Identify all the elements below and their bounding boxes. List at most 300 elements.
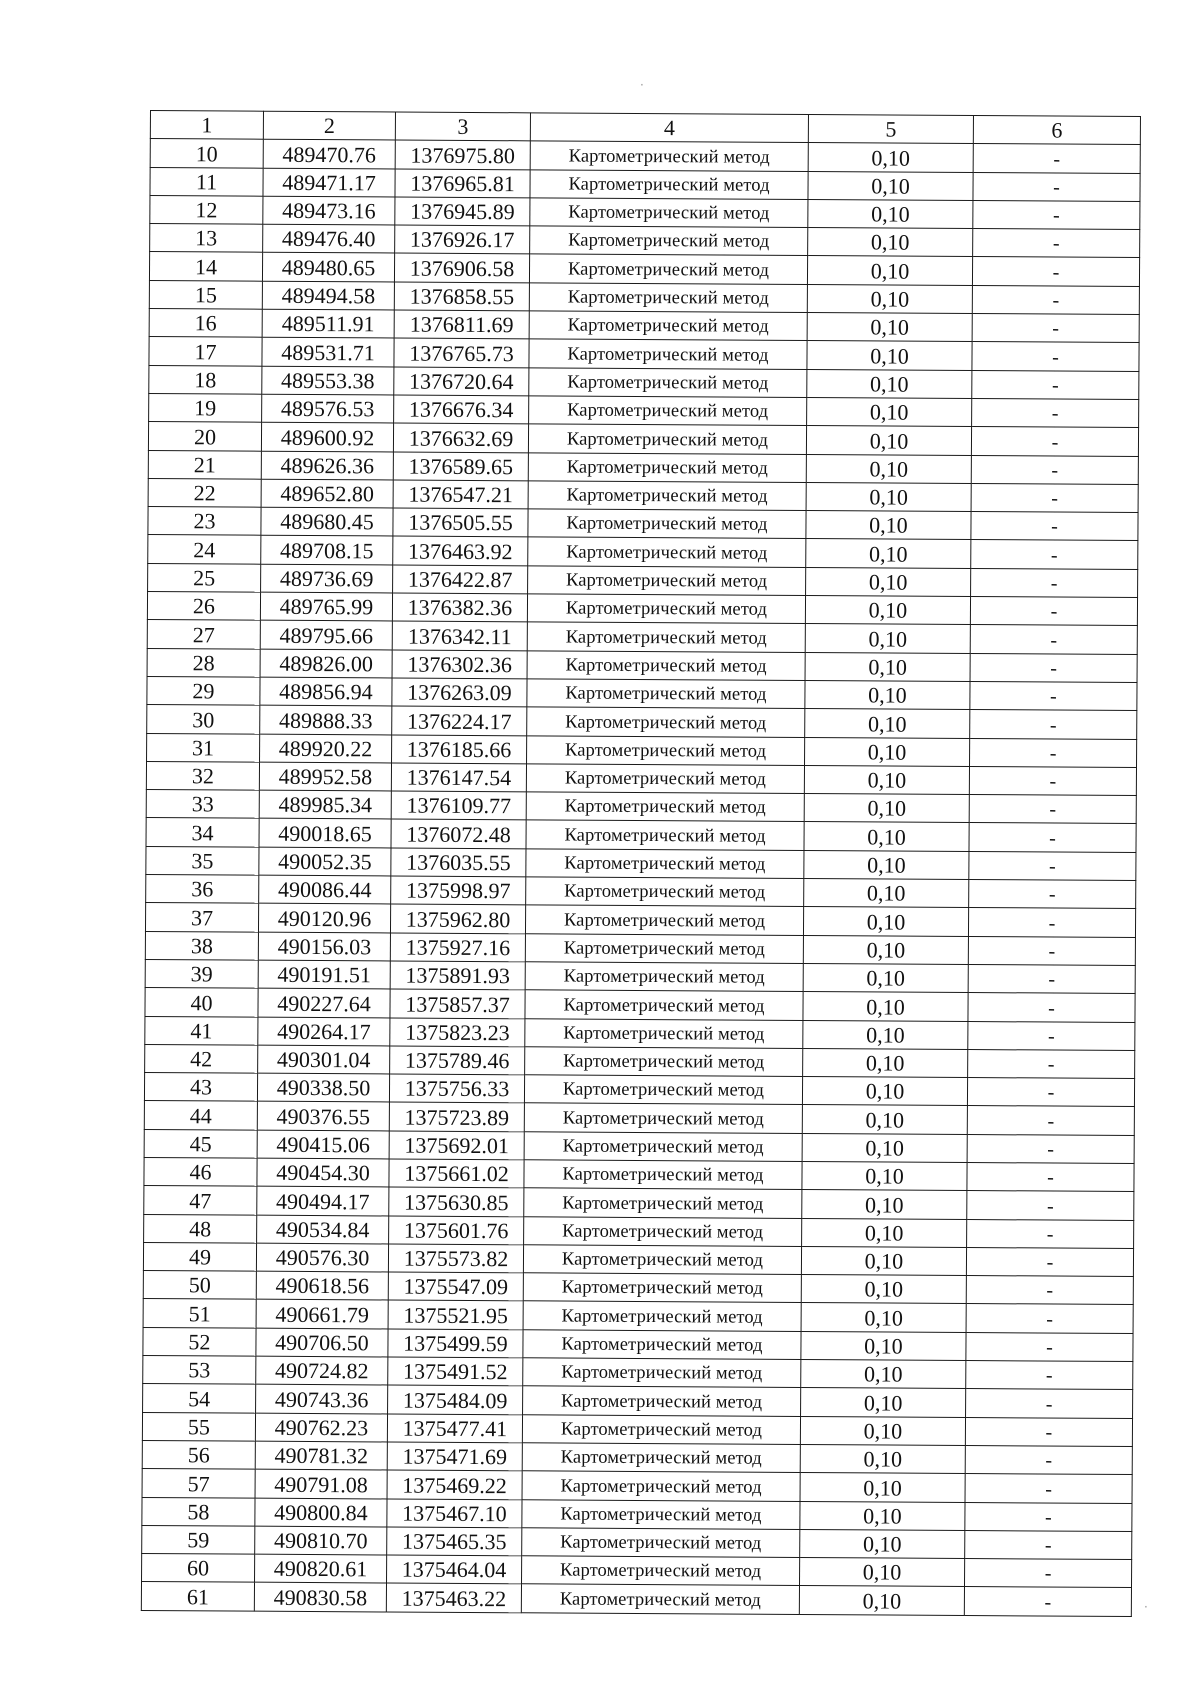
note-cell: - [967, 1106, 1134, 1135]
note-cell: - [971, 512, 1138, 541]
accuracy-cell: 0,10 [805, 624, 970, 653]
y-coordinate-cell: 1375465.35 [387, 1527, 522, 1556]
x-coordinate-cell: 490052.35 [259, 847, 391, 876]
x-coordinate-cell: 489888.33 [260, 705, 392, 734]
x-coordinate-cell: 490576.30 [256, 1243, 388, 1272]
point-number-cell: 55 [142, 1412, 255, 1441]
accuracy-cell: 0,10 [804, 879, 969, 908]
point-number-cell: 48 [144, 1214, 257, 1243]
accuracy-cell: 0,10 [801, 1303, 966, 1332]
method-cell: Картометрический метод [527, 650, 805, 680]
note-cell: - [965, 1417, 1132, 1446]
y-coordinate-cell: 1375499.59 [388, 1329, 523, 1358]
accuracy-cell: 0,10 [805, 737, 970, 766]
method-cell: Картометрический метод [529, 311, 807, 341]
y-coordinate-cell: 1375467.10 [387, 1499, 522, 1528]
point-number-cell: 24 [148, 535, 261, 564]
method-cell: Картометрический метод [526, 792, 804, 822]
method-cell: Картометрический метод [524, 1160, 802, 1190]
method-cell: Картометрический метод [526, 849, 804, 879]
x-coordinate-cell: 490661.79 [256, 1300, 388, 1329]
accuracy-cell: 0,10 [807, 284, 972, 313]
method-cell: Картометрический метод [521, 1584, 799, 1614]
note-cell: - [971, 540, 1138, 569]
x-coordinate-cell: 489531.71 [262, 338, 394, 367]
accuracy-cell: 0,10 [803, 935, 968, 964]
accuracy-cell: 0,10 [803, 1020, 968, 1049]
accuracy-cell: 0,10 [806, 482, 971, 511]
accuracy-cell: 0,10 [805, 596, 970, 625]
note-cell: - [965, 1530, 1132, 1559]
y-coordinate-cell: 1375601.76 [389, 1216, 524, 1245]
accuracy-cell: 0,10 [806, 454, 971, 483]
point-number-cell: 46 [144, 1157, 257, 1186]
note-cell: - [972, 314, 1139, 343]
method-cell: Картометрический метод [524, 1216, 802, 1246]
x-coordinate-cell: 490338.50 [257, 1073, 389, 1102]
accuracy-cell: 0,10 [805, 709, 970, 738]
point-number-cell: 15 [149, 280, 262, 309]
y-coordinate-cell: 1375857.37 [390, 989, 525, 1018]
point-number-cell: 34 [146, 818, 259, 847]
x-coordinate-cell: 489471.17 [263, 168, 395, 197]
point-number-cell: 14 [149, 252, 262, 281]
y-coordinate-cell: 1376263.09 [392, 678, 527, 707]
accuracy-cell: 0,10 [801, 1246, 966, 1275]
note-cell: - [966, 1361, 1133, 1390]
method-cell: Картометрический метод [529, 339, 807, 369]
method-cell: Картометрический метод [523, 1330, 801, 1360]
method-cell: Картометрический метод [525, 905, 803, 935]
x-coordinate-cell: 490264.17 [258, 1017, 390, 1046]
x-coordinate-cell: 490454.30 [257, 1158, 389, 1187]
accuracy-cell: 0,10 [801, 1360, 966, 1389]
accuracy-cell: 0,10 [804, 850, 969, 879]
x-coordinate-cell: 489511.91 [262, 309, 394, 338]
y-coordinate-cell: 1375547.09 [388, 1272, 523, 1301]
accuracy-cell: 0,10 [806, 539, 971, 568]
method-cell: Картометрический метод [529, 254, 807, 284]
note-cell: - [967, 1191, 1134, 1220]
point-number-cell: 59 [142, 1525, 255, 1554]
accuracy-cell: 0,10 [802, 1077, 967, 1106]
x-coordinate-cell: 490781.32 [255, 1441, 387, 1470]
point-number-cell: 16 [149, 309, 262, 338]
method-cell: Картометрический метод [530, 198, 808, 228]
y-coordinate-cell: 1376422.87 [393, 565, 528, 594]
note-cell: - [970, 653, 1137, 682]
point-number-cell: 32 [146, 761, 259, 790]
y-coordinate-cell: 1376632.69 [393, 423, 528, 452]
accuracy-cell: 0,10 [805, 680, 970, 709]
method-cell: Картометрический метод [527, 679, 805, 709]
y-coordinate-cell: 1376945.89 [395, 197, 530, 226]
y-coordinate-cell: 1375789.46 [390, 1046, 525, 1075]
point-number-cell: 42 [145, 1044, 258, 1073]
method-cell: Картометрический метод [523, 1358, 801, 1388]
x-coordinate-cell: 489553.38 [262, 366, 394, 395]
y-coordinate-cell: 1376676.34 [394, 395, 529, 424]
x-coordinate-cell: 490820.61 [255, 1554, 387, 1583]
note-cell: - [973, 144, 1140, 173]
point-number-cell: 33 [146, 790, 259, 819]
y-coordinate-cell: 1375573.82 [388, 1244, 523, 1273]
point-number-cell: 52 [143, 1327, 256, 1356]
x-coordinate-cell: 490618.56 [256, 1271, 388, 1300]
note-cell: - [971, 455, 1138, 484]
note-cell: - [972, 342, 1139, 371]
x-coordinate-cell: 490743.36 [256, 1385, 388, 1414]
method-cell: Картометрический метод [523, 1301, 801, 1331]
method-cell: Картометрический метод [529, 283, 807, 313]
x-coordinate-cell: 489826.00 [260, 649, 392, 678]
x-coordinate-cell: 489473.16 [263, 196, 395, 225]
accuracy-cell: 0,10 [802, 1190, 967, 1219]
y-coordinate-cell: 1376072.48 [391, 819, 526, 848]
note-cell: - [969, 823, 1136, 852]
y-coordinate-cell: 1376185.66 [392, 735, 527, 764]
x-coordinate-cell: 490086.44 [259, 875, 391, 904]
point-number-cell: 54 [143, 1384, 256, 1413]
method-cell: Картометрический метод [529, 396, 807, 426]
y-coordinate-cell: 1375477.41 [387, 1414, 522, 1443]
y-coordinate-cell: 1375823.23 [390, 1017, 525, 1046]
accuracy-cell: 0,10 [801, 1388, 966, 1417]
x-coordinate-cell: 489576.53 [262, 394, 394, 423]
accuracy-cell: 0,10 [804, 822, 969, 851]
note-cell: - [966, 1389, 1133, 1418]
y-coordinate-cell: 1375692.01 [389, 1131, 524, 1160]
note-cell: - [968, 993, 1135, 1022]
point-number-cell: 53 [143, 1356, 256, 1385]
note-cell: - [964, 1587, 1131, 1616]
y-coordinate-cell: 1375463.22 [386, 1583, 521, 1612]
y-coordinate-cell: 1375962.80 [390, 904, 525, 933]
method-cell: Картометрический метод [526, 764, 804, 794]
note-cell: - [970, 681, 1137, 710]
x-coordinate-cell: 489476.40 [263, 224, 395, 253]
method-cell: Картометрический метод [523, 1245, 801, 1275]
point-number-cell: 20 [148, 422, 261, 451]
method-cell: Картометрический метод [525, 1018, 803, 1048]
note-cell: - [966, 1276, 1133, 1305]
x-coordinate-cell: 489600.92 [261, 422, 393, 451]
x-coordinate-cell: 489795.66 [260, 621, 392, 650]
method-cell: Картометрический метод [523, 1386, 801, 1416]
note-cell: - [969, 795, 1136, 824]
accuracy-cell: 0,10 [802, 1105, 967, 1134]
y-coordinate-cell: 1375464.04 [387, 1555, 522, 1584]
accuracy-cell: 0,10 [803, 963, 968, 992]
scan-mark-top: · [640, 78, 644, 92]
point-number-cell: 30 [147, 705, 260, 734]
table-row [141, 1582, 1131, 1616]
accuracy-cell: 0,10 [800, 1444, 965, 1473]
point-number-cell: 17 [149, 337, 262, 366]
note-cell: - [968, 908, 1135, 937]
y-coordinate-cell: 1376975.80 [395, 140, 530, 169]
x-coordinate-cell: 489952.58 [259, 762, 391, 791]
method-cell: Картометрический метод [524, 1188, 802, 1218]
x-coordinate-cell: 489680.45 [261, 507, 393, 536]
method-cell: Картометрический метод [529, 367, 807, 397]
point-number-cell: 57 [142, 1469, 255, 1498]
accuracy-cell: 0,10 [803, 992, 968, 1021]
x-coordinate-cell: 490724.82 [256, 1356, 388, 1385]
y-coordinate-cell: 1376035.55 [391, 848, 526, 877]
accuracy-cell: 0,10 [806, 511, 971, 540]
method-cell: Картометрический метод [522, 1528, 800, 1558]
accuracy-cell: 0,10 [807, 313, 972, 342]
point-number-cell: 58 [142, 1497, 255, 1526]
point-number-cell: 35 [146, 846, 259, 875]
note-cell: - [973, 172, 1140, 201]
x-coordinate-cell: 490534.84 [257, 1215, 389, 1244]
accuracy-cell: 0,10 [808, 228, 973, 257]
point-number-cell: 40 [145, 988, 258, 1017]
accuracy-cell: 0,10 [803, 907, 968, 936]
x-coordinate-cell: 490227.64 [258, 988, 390, 1017]
y-coordinate-cell: 1376811.69 [394, 310, 529, 339]
point-number-cell: 31 [147, 733, 260, 762]
point-number-cell: 60 [142, 1554, 255, 1583]
method-cell: Картометрический метод [525, 990, 803, 1020]
accuracy-cell: 0,10 [808, 143, 973, 172]
point-number-cell: 25 [148, 563, 261, 592]
x-coordinate-cell: 489856.94 [260, 677, 392, 706]
point-number-cell: 13 [150, 224, 263, 253]
coordinates-table-frame [141, 110, 1140, 1617]
y-coordinate-cell: 1376926.17 [395, 225, 530, 254]
method-cell: Картометрический метод [527, 735, 805, 765]
y-coordinate-cell: 1376547.21 [393, 480, 528, 509]
accuracy-cell: 0,10 [806, 567, 971, 596]
x-coordinate-cell: 490791.08 [255, 1469, 387, 1498]
point-number-cell: 44 [144, 1101, 257, 1130]
accuracy-cell: 0,10 [807, 369, 972, 398]
note-cell: - [972, 285, 1139, 314]
y-coordinate-cell: 1375491.52 [388, 1357, 523, 1386]
method-cell: Картометрический метод [530, 141, 808, 171]
method-cell: Картометрический метод [522, 1414, 800, 1444]
note-cell: - [967, 1078, 1134, 1107]
note-cell: - [968, 964, 1135, 993]
column-header: 4 [530, 113, 808, 143]
x-coordinate-cell: 490830.58 [254, 1583, 386, 1612]
method-cell: Картометрический метод [530, 169, 808, 199]
x-coordinate-cell: 490494.17 [257, 1186, 389, 1215]
accuracy-cell: 0,10 [801, 1331, 966, 1360]
accuracy-cell: 0,10 [800, 1473, 965, 1502]
x-coordinate-cell: 490415.06 [257, 1130, 389, 1159]
y-coordinate-cell: 1375469.22 [387, 1470, 522, 1499]
note-cell: - [966, 1304, 1133, 1333]
column-header: 6 [973, 116, 1140, 145]
y-coordinate-cell: 1375723.89 [389, 1102, 524, 1131]
point-number-cell: 61 [141, 1582, 254, 1611]
x-coordinate-cell: 489920.22 [260, 734, 392, 763]
point-number-cell: 50 [143, 1271, 256, 1300]
accuracy-cell: 0,10 [800, 1501, 965, 1530]
note-cell: - [967, 1162, 1134, 1191]
x-coordinate-cell: 490706.50 [256, 1328, 388, 1357]
note-cell: - [971, 427, 1138, 456]
point-number-cell: 43 [144, 1073, 257, 1102]
method-cell: Картометрический метод [525, 1047, 803, 1077]
point-number-cell: 23 [148, 507, 261, 536]
method-cell: Картометрический метод [528, 509, 806, 539]
note-cell: - [968, 936, 1135, 965]
point-number-cell: 36 [146, 875, 259, 904]
table-body [141, 139, 1140, 1616]
x-coordinate-cell: 490762.23 [255, 1413, 387, 1442]
method-cell: Картометрический метод [530, 226, 808, 256]
note-cell: - [970, 625, 1137, 654]
note-cell: - [972, 370, 1139, 399]
x-coordinate-cell: 490120.96 [258, 903, 390, 932]
method-cell: Картометрический метод [528, 566, 806, 596]
note-cell: - [969, 851, 1136, 880]
y-coordinate-cell: 1376147.54 [391, 763, 526, 792]
x-coordinate-cell: 490376.55 [257, 1102, 389, 1131]
point-number-cell: 10 [150, 139, 263, 168]
x-coordinate-cell: 489626.36 [261, 451, 393, 480]
accuracy-cell: 0,10 [802, 1161, 967, 1190]
column-header: 2 [263, 111, 395, 140]
y-coordinate-cell: 1376109.77 [391, 791, 526, 820]
note-cell: - [972, 257, 1139, 286]
note-cell: - [969, 880, 1136, 909]
x-coordinate-cell: 490018.65 [259, 819, 391, 848]
note-cell: - [964, 1559, 1131, 1588]
column-header: 1 [150, 111, 263, 140]
note-cell: - [967, 1219, 1134, 1248]
point-number-cell: 11 [150, 167, 263, 196]
note-cell: - [970, 710, 1137, 739]
method-cell: Картометрический метод [526, 877, 804, 907]
x-coordinate-cell: 490301.04 [258, 1045, 390, 1074]
note-cell: - [966, 1247, 1133, 1276]
accuracy-cell: 0,10 [807, 256, 972, 285]
note-cell: - [970, 738, 1137, 767]
method-cell: Картометрический метод [528, 537, 806, 567]
point-number-cell: 28 [147, 648, 260, 677]
point-number-cell: 56 [142, 1440, 255, 1469]
note-cell: - [965, 1502, 1132, 1531]
note-cell: - [966, 1332, 1133, 1361]
note-cell: - [965, 1445, 1132, 1474]
scan-mark-right: · [1144, 1600, 1148, 1614]
accuracy-cell: 0,10 [802, 1133, 967, 1162]
y-coordinate-cell: 1375756.33 [389, 1074, 524, 1103]
point-number-cell: 26 [147, 592, 260, 621]
y-coordinate-cell: 1376589.65 [393, 452, 528, 481]
y-coordinate-cell: 1376858.55 [394, 282, 529, 311]
method-cell: Картометрический метод [528, 424, 806, 454]
note-cell: - [972, 398, 1139, 427]
point-number-cell: 39 [145, 959, 258, 988]
method-cell: Картометрический метод [527, 622, 805, 652]
x-coordinate-cell: 489736.69 [261, 564, 393, 593]
x-coordinate-cell: 489494.58 [262, 281, 394, 310]
x-coordinate-cell: 489480.65 [262, 253, 394, 282]
method-cell: Картометрический метод [524, 1131, 802, 1161]
y-coordinate-cell: 1376505.55 [393, 508, 528, 537]
point-number-cell: 18 [149, 365, 262, 394]
method-cell: Картометрический метод [527, 594, 805, 624]
accuracy-cell: 0,10 [807, 341, 972, 370]
note-cell: - [971, 483, 1138, 512]
accuracy-cell: 0,10 [803, 1048, 968, 1077]
accuracy-cell: 0,10 [808, 199, 973, 228]
accuracy-cell: 0,10 [801, 1275, 966, 1304]
y-coordinate-cell: 1375891.93 [390, 961, 525, 990]
point-number-cell: 51 [143, 1299, 256, 1328]
method-cell: Картометрический метод [528, 481, 806, 511]
x-coordinate-cell: 489470.76 [263, 139, 395, 168]
method-cell: Картометрический метод [525, 933, 803, 963]
y-coordinate-cell: 1375998.97 [391, 876, 526, 905]
point-number-cell: 47 [144, 1186, 257, 1215]
column-header: 5 [808, 115, 973, 144]
method-cell: Картометрический метод [524, 1075, 802, 1105]
point-number-cell: 21 [148, 450, 261, 479]
y-coordinate-cell: 1376342.11 [392, 621, 527, 650]
note-cell: - [965, 1474, 1132, 1503]
y-coordinate-cell: 1376765.73 [394, 338, 529, 367]
note-cell: - [968, 1021, 1135, 1050]
note-cell: - [969, 766, 1136, 795]
x-coordinate-cell: 490156.03 [258, 932, 390, 961]
point-number-cell: 49 [143, 1242, 256, 1271]
note-cell: - [973, 200, 1140, 229]
x-coordinate-cell: 489708.15 [261, 536, 393, 565]
method-cell: Картометрический метод [522, 1556, 800, 1586]
x-coordinate-cell: 490810.70 [255, 1526, 387, 1555]
y-coordinate-cell: 1376224.17 [392, 706, 527, 735]
y-coordinate-cell: 1376302.36 [392, 650, 527, 679]
note-cell: - [967, 1134, 1134, 1163]
y-coordinate-cell: 1375484.09 [388, 1385, 523, 1414]
point-number-cell: 29 [147, 676, 260, 705]
x-coordinate-cell: 489765.99 [260, 592, 392, 621]
method-cell: Картометрический метод [522, 1499, 800, 1529]
x-coordinate-cell: 489652.80 [261, 479, 393, 508]
accuracy-cell: 0,10 [802, 1218, 967, 1247]
x-coordinate-cell: 490191.51 [258, 960, 390, 989]
coordinates-table [141, 110, 1141, 1617]
method-cell: Картометрический метод [523, 1273, 801, 1303]
y-coordinate-cell: 1376906.58 [394, 253, 529, 282]
method-cell: Картометрический метод [522, 1471, 800, 1501]
accuracy-cell: 0,10 [804, 765, 969, 794]
y-coordinate-cell: 1376720.64 [394, 367, 529, 396]
y-coordinate-cell: 1376463.92 [393, 536, 528, 565]
y-coordinate-cell: 1375521.95 [388, 1300, 523, 1329]
accuracy-cell: 0,10 [800, 1529, 965, 1558]
y-coordinate-cell: 1375471.69 [387, 1442, 522, 1471]
point-number-cell: 38 [145, 931, 258, 960]
method-cell: Картометрический метод [524, 1103, 802, 1133]
y-coordinate-cell: 1376382.36 [392, 593, 527, 622]
method-cell: Картометрический метод [522, 1443, 800, 1473]
y-coordinate-cell: 1375630.85 [389, 1187, 524, 1216]
point-number-cell: 12 [150, 195, 263, 224]
y-coordinate-cell: 1375927.16 [390, 933, 525, 962]
x-coordinate-cell: 489985.34 [259, 790, 391, 819]
y-coordinate-cell: 1375661.02 [389, 1159, 524, 1188]
column-header: 3 [395, 112, 530, 141]
